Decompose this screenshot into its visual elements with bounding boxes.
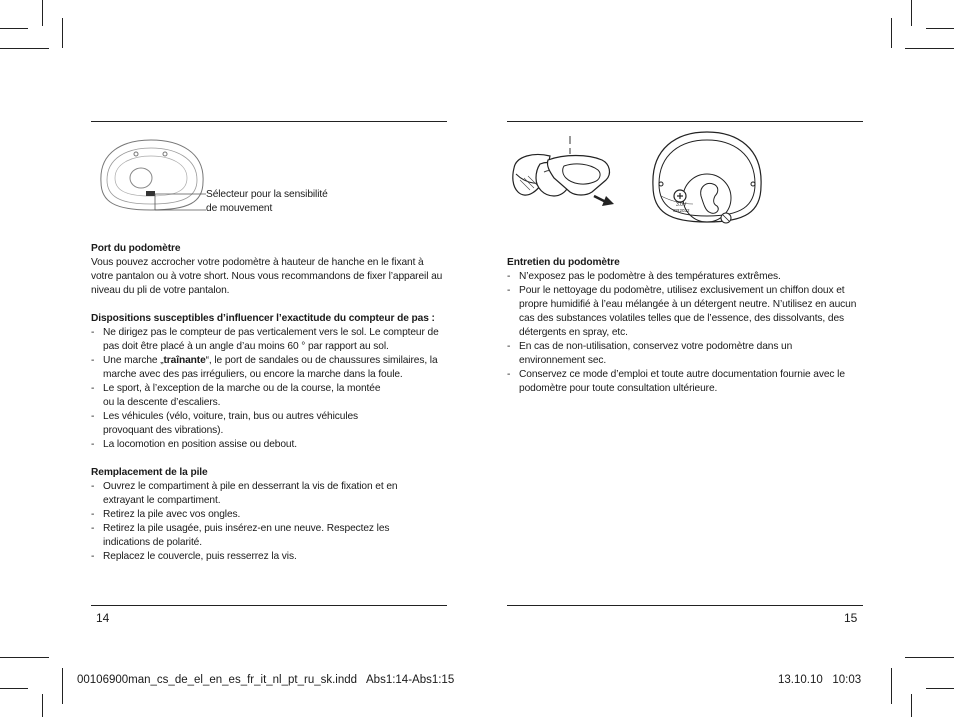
figure-label: Sélecteur pour la sensibilité de mouvement [206, 189, 328, 214]
crop-mark [891, 18, 892, 48]
section-title-care: Entretien du podomètre [507, 257, 620, 268]
crop-mark [0, 688, 28, 689]
list-item: - Une marche „traînante“, le port de sandales ou de chaussures similaires, la marche avec des pas irréguliers, ou encore la marche dans la foule. [91, 354, 447, 382]
list-item: - Replacez le couvercle, puis resserrez la vis. [91, 550, 447, 564]
list-item: - Les véhicules (vélo, voiture, train, bus ou autres véhicules provoquant des vibrations). [91, 410, 447, 438]
battery-model-label: CR2032 [673, 208, 690, 213]
list-item: - Pour le nettoyage du podomètre, utilisez exclusivement un chiffon doux et propre humidifié à l’eau mélangée à un détergent neutre. N’utilisez en aucun cas des substances volatiles telles que de l’essence, des dissolvants, des détergents en spray, etc. [507, 284, 863, 340]
crop-mark [905, 657, 954, 658]
crop-mark [926, 688, 954, 689]
crop-mark [926, 28, 954, 29]
section-title-accuracy: Dispositions susceptibles d’influencer l’exactitude du compteur de pas : [91, 313, 435, 324]
crop-mark [62, 668, 63, 704]
crop-mark [0, 657, 49, 658]
crop-mark [62, 18, 63, 48]
pedometer-battery-illustration [647, 126, 767, 228]
page-number-left: 14 [96, 611, 110, 625]
crop-mark [911, 694, 912, 717]
list-item: - Conservez ce mode d’emploi et toute autre documentation fournie avec le podomètre pour toute consultation ultérieure. [507, 368, 863, 396]
crop-mark [911, 0, 912, 26]
section-body-wearing: Vous pouvez accrocher votre podomètre à hauteur de hanche en le fixant à votre pantalon ou à votre short. Nous vous recommandons de fixer l’appareil au niveau du pli de votre pantalon. [91, 257, 443, 296]
top-rule-left [91, 121, 447, 122]
care-list [507, 270, 863, 396]
crop-mark [42, 0, 43, 26]
page-number-right: 15 [844, 611, 858, 625]
print-slug-filename: 00106900man_cs_de_el_en_es_fr_it_nl_pt_ru_sk.indd Abs1:14-Abs1:15 [77, 674, 455, 686]
list-item: - Le sport, à l’exception de la marche ou de la course, la montée ou la descente d’escaliers. [91, 382, 447, 410]
crop-mark [42, 694, 43, 717]
bottom-rule-left [91, 605, 447, 606]
battery-list [91, 480, 447, 564]
list-item: - N’exposez pas le podomètre à des températures extrêmes. [507, 270, 863, 284]
accuracy-list [91, 326, 447, 452]
print-slug-datetime: 13.10.10 10:03 [778, 674, 862, 686]
list-item: - Retirez la pile usagée, puis insérez-en une neuve. Respectez les indications de polarité. [91, 522, 447, 550]
left-text-column [91, 242, 447, 564]
battery-compartment-open-illustration [510, 134, 620, 214]
list-item: - Ouvrez le compartiment à pile en desserrant la vis de fixation et en extrayant le compartiment. [91, 480, 447, 508]
list-item: - La locomotion en position assise ou debout. [91, 438, 447, 452]
battery-voltage-label: 3.0V [676, 202, 687, 208]
crop-mark [0, 48, 49, 49]
section-title-wearing: Port du podomètre [91, 243, 181, 254]
list-item: - Ne dirigez pas le compteur de pas verticalement vers le sol. Le compteur de pas doit être placé à un angle d’au moins 60 ° par rapport au sol. [91, 326, 447, 354]
crop-mark [0, 28, 28, 29]
top-rule-right [507, 121, 863, 122]
right-text-column [507, 256, 863, 396]
section-title-battery: Remplacement de la pile [91, 467, 208, 478]
bottom-rule-right [507, 605, 863, 606]
crop-mark [891, 668, 892, 704]
crop-mark [905, 48, 954, 49]
list-item: - En cas de non-utilisation, conservez votre podomètre dans un environnement sec. [507, 340, 863, 368]
list-item: - Retirez la pile avec vos ongles. [91, 508, 447, 522]
